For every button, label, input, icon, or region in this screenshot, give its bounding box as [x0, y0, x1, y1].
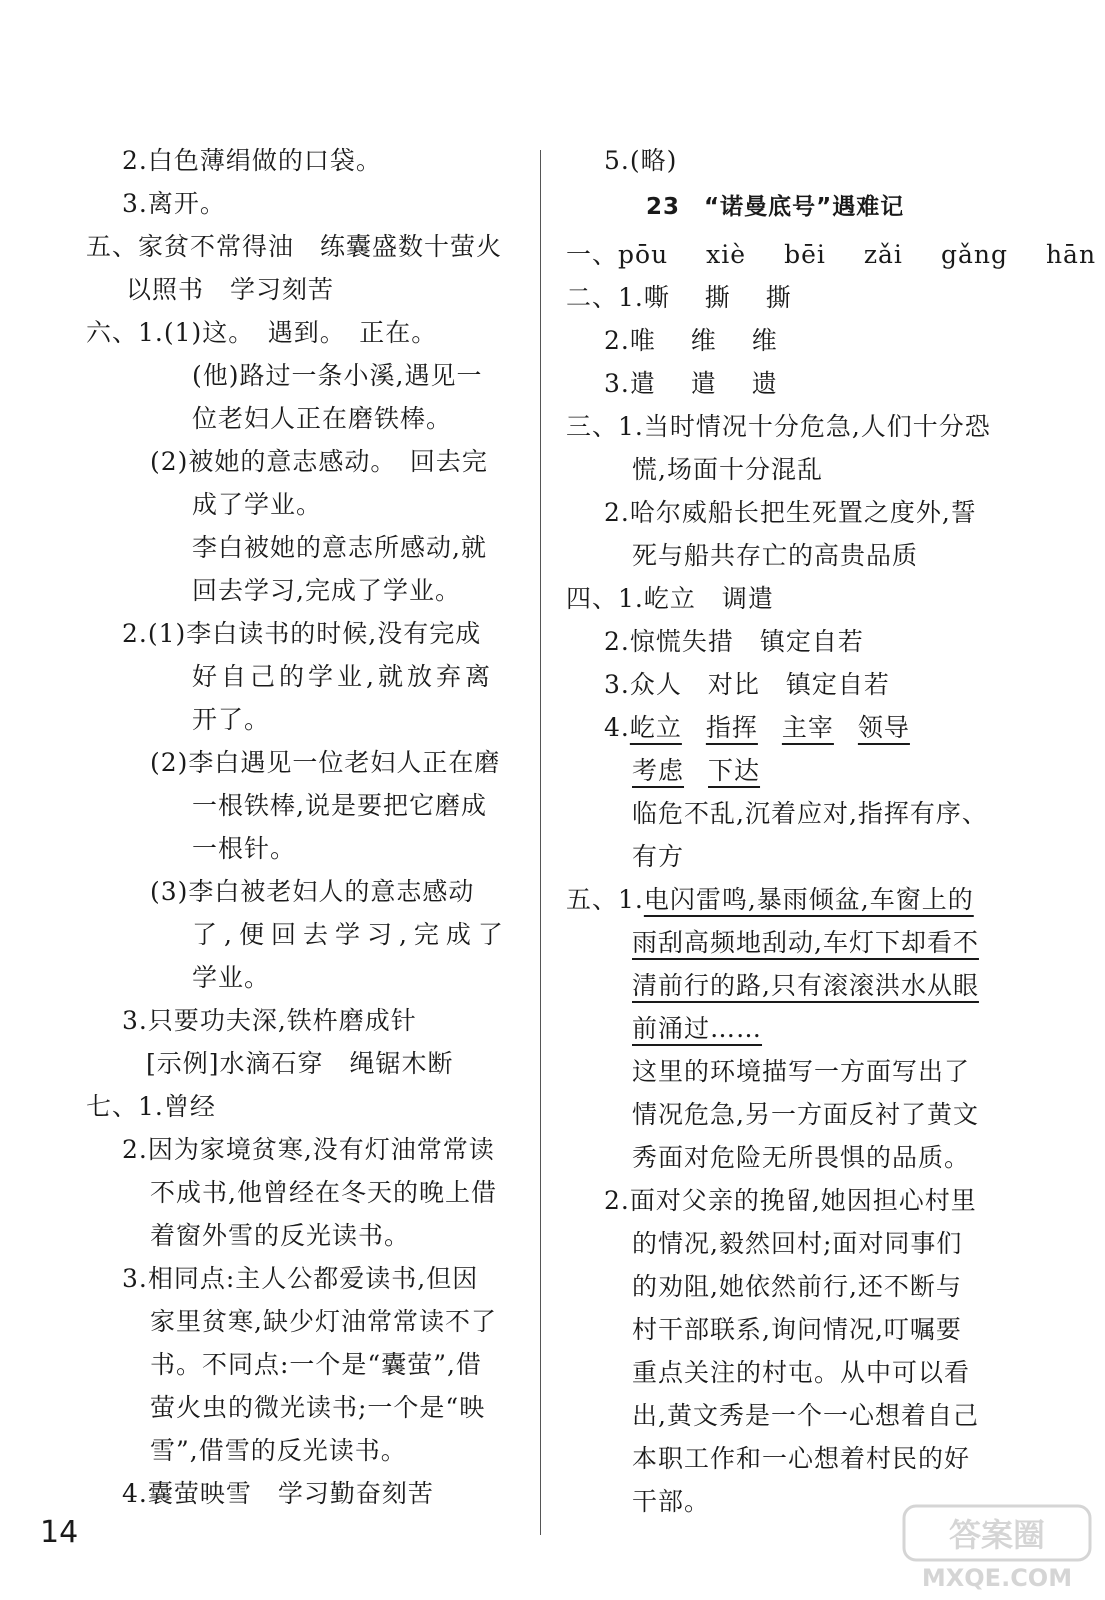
watermark-text: 答案圈	[948, 1516, 1046, 1554]
answer-line: 这里的环境描写一方面写出了	[632, 1057, 971, 1086]
underlined-words-line	[632, 750, 760, 792]
underlined-sentence: 电闪雷鸣,暴雨倾盆,车窗上的	[643, 885, 974, 914]
underlined-word: 领导	[857, 713, 910, 742]
answer-line: 不成书,他曾经在冬天的晚上借	[150, 1178, 497, 1207]
pinyin-prefix: 一、	[566, 240, 619, 269]
answer-line: 的劝阻,她依然前行,还不断与	[632, 1272, 962, 1301]
answer-line: 3.离开。	[122, 189, 226, 218]
answer-line: 六、1.(1)这。 遇到。 正在。	[86, 318, 438, 347]
quoted-line	[632, 1008, 762, 1050]
quoted-line	[566, 879, 974, 921]
pinyin-item: pōu	[618, 240, 669, 269]
answer-line: 着窗外雪的反光读书。	[150, 1221, 411, 1250]
answer-line: 了,便回去学习,完成了	[192, 920, 510, 949]
answer-line: 秀面对危险无所畏惧的品质。	[632, 1143, 971, 1172]
answer-line: 七、1.曾经	[86, 1092, 216, 1121]
answer-line: 出,黄文秀是一个一心想着自己	[632, 1401, 979, 1430]
item-number: 4.	[604, 713, 630, 742]
answer-line: 重点关注的村屯。从中可以看	[632, 1358, 971, 1387]
answer-line: 2.面对父亲的挽留,她因担心村里	[604, 1186, 977, 1215]
answer-line: 一根铁棒,说是要把它磨成	[192, 791, 487, 820]
answer-line: (3)李白被老妇人的意志感动	[150, 877, 475, 906]
answer-line: 3.众人 对比 镇定自若	[604, 670, 890, 699]
answer-line: 干部。	[632, 1487, 711, 1516]
answer-line: 2.白色薄绢做的口袋。	[122, 146, 382, 175]
underlined-sentence: 雨刮高频地刮动,车灯下却看不	[632, 928, 979, 957]
answer-line: 临危不乱,沉着应对,指挥有序、	[632, 799, 988, 828]
answer-line: 3.只要功夫深,铁杵磨成针	[122, 1006, 417, 1035]
answer-line: 2.惊慌失措 镇定自若	[604, 627, 864, 656]
answer-line: 萤火虫的微光读书;一个是“映	[150, 1393, 486, 1422]
answer-line: 开了。	[192, 705, 271, 734]
pinyin-line	[566, 234, 1096, 276]
answer-line: 本职工作和一心想着村民的好	[632, 1444, 971, 1473]
answer-line: [示例]水滴石穿 绳锯木断	[146, 1049, 454, 1078]
answer-line: 家里贫寒,缺少灯油常常读不了	[150, 1307, 497, 1336]
pinyin-item: bēi	[784, 240, 826, 269]
answer-line: 书。不同点:一个是“囊萤”,借	[150, 1350, 482, 1379]
pinyin-item: gǎng	[940, 240, 1008, 269]
quoted-line	[632, 922, 979, 964]
answer-line: 2.因为家境贫寒,没有灯油常常读	[122, 1135, 495, 1164]
page-number: 14	[40, 1515, 79, 1550]
answer-line: 一根针。	[192, 834, 297, 863]
underlined-sentence: 清前行的路,只有滚滚洪水从眼	[632, 971, 979, 1000]
answer-line: 回去学习,完成了学业。	[192, 576, 461, 605]
answer-line: 成了学业。	[192, 490, 323, 519]
answer-line: (他)路过一条小溪,遇见一	[192, 361, 483, 390]
answer-line: 学业。	[192, 963, 271, 992]
pinyin-item: zǎi	[863, 240, 903, 269]
answer-line: 5.(略)	[604, 146, 678, 175]
answer-line: 2.(1)李白读书的时候,没有完成	[122, 619, 482, 648]
answer-line: 好自己的学业,就放弃离	[192, 662, 494, 691]
answer-line: 三、1.当时情况十分危急,人们十分恐	[566, 412, 991, 441]
column-divider	[540, 150, 541, 1535]
pinyin-item: hān	[1045, 240, 1097, 269]
answer-line: 雪”,借雪的反光读书。	[150, 1436, 407, 1465]
underlined-sentence: 前涌过……	[632, 1014, 763, 1043]
answer-line: 五、家贫不常得油 练囊盛数十萤火	[86, 232, 503, 261]
underlined-word: 屹立	[629, 713, 682, 742]
watermark-logo	[900, 1500, 1095, 1595]
underlined-word: 考虑	[632, 756, 685, 785]
answer-line: 2.哈尔威船长把生死置之度外,誓	[604, 498, 977, 527]
answer-line: 2.唯 维 维	[604, 326, 778, 355]
answer-line: (2)被她的意志感动。 回去完	[150, 447, 488, 476]
answer-line: 二、1.嘶 撕 撕	[566, 283, 792, 312]
answer-line: 李白被她的意志所感动,就	[192, 533, 487, 562]
underlined-words-line	[604, 707, 910, 749]
answer-line: 以照书 学习刻苦	[126, 275, 335, 304]
item-number: 五、1.	[566, 885, 644, 914]
answer-line: (2)李白遇见一位老妇人正在磨	[150, 748, 501, 777]
answer-line: 3.相同点:主人公都爱读书,但因	[122, 1264, 479, 1293]
answer-line: 3.遣 遣 遗	[604, 369, 778, 398]
answer-line: 死与船共存亡的高贵品质	[632, 541, 919, 570]
answer-line: 村干部联系,询问情况,叮嘱要	[632, 1315, 962, 1344]
underlined-word: 指挥	[705, 713, 758, 742]
underlined-word: 主宰	[781, 713, 834, 742]
section-title: 23 “诺曼底号”遇难记	[646, 194, 905, 220]
underlined-word: 下达	[708, 756, 761, 785]
pinyin-item: xiè	[706, 240, 747, 269]
watermark-url: MXQE.COM	[921, 1564, 1073, 1592]
answer-line: 4.囊萤映雪 学习勤奋刻苦	[122, 1479, 434, 1508]
answer-line: 的情况,毅然回村;面对同事们	[632, 1229, 963, 1258]
answer-line: 情况危急,另一方面反衬了黄文	[632, 1100, 979, 1129]
quoted-line	[632, 965, 979, 1007]
answer-line: 位老妇人正在磨铁棒。	[192, 404, 453, 433]
answer-line: 四、1.屹立 调遣	[566, 584, 774, 613]
answer-line: 慌,场面十分混乱	[632, 455, 823, 484]
answer-line: 有方	[632, 842, 685, 871]
